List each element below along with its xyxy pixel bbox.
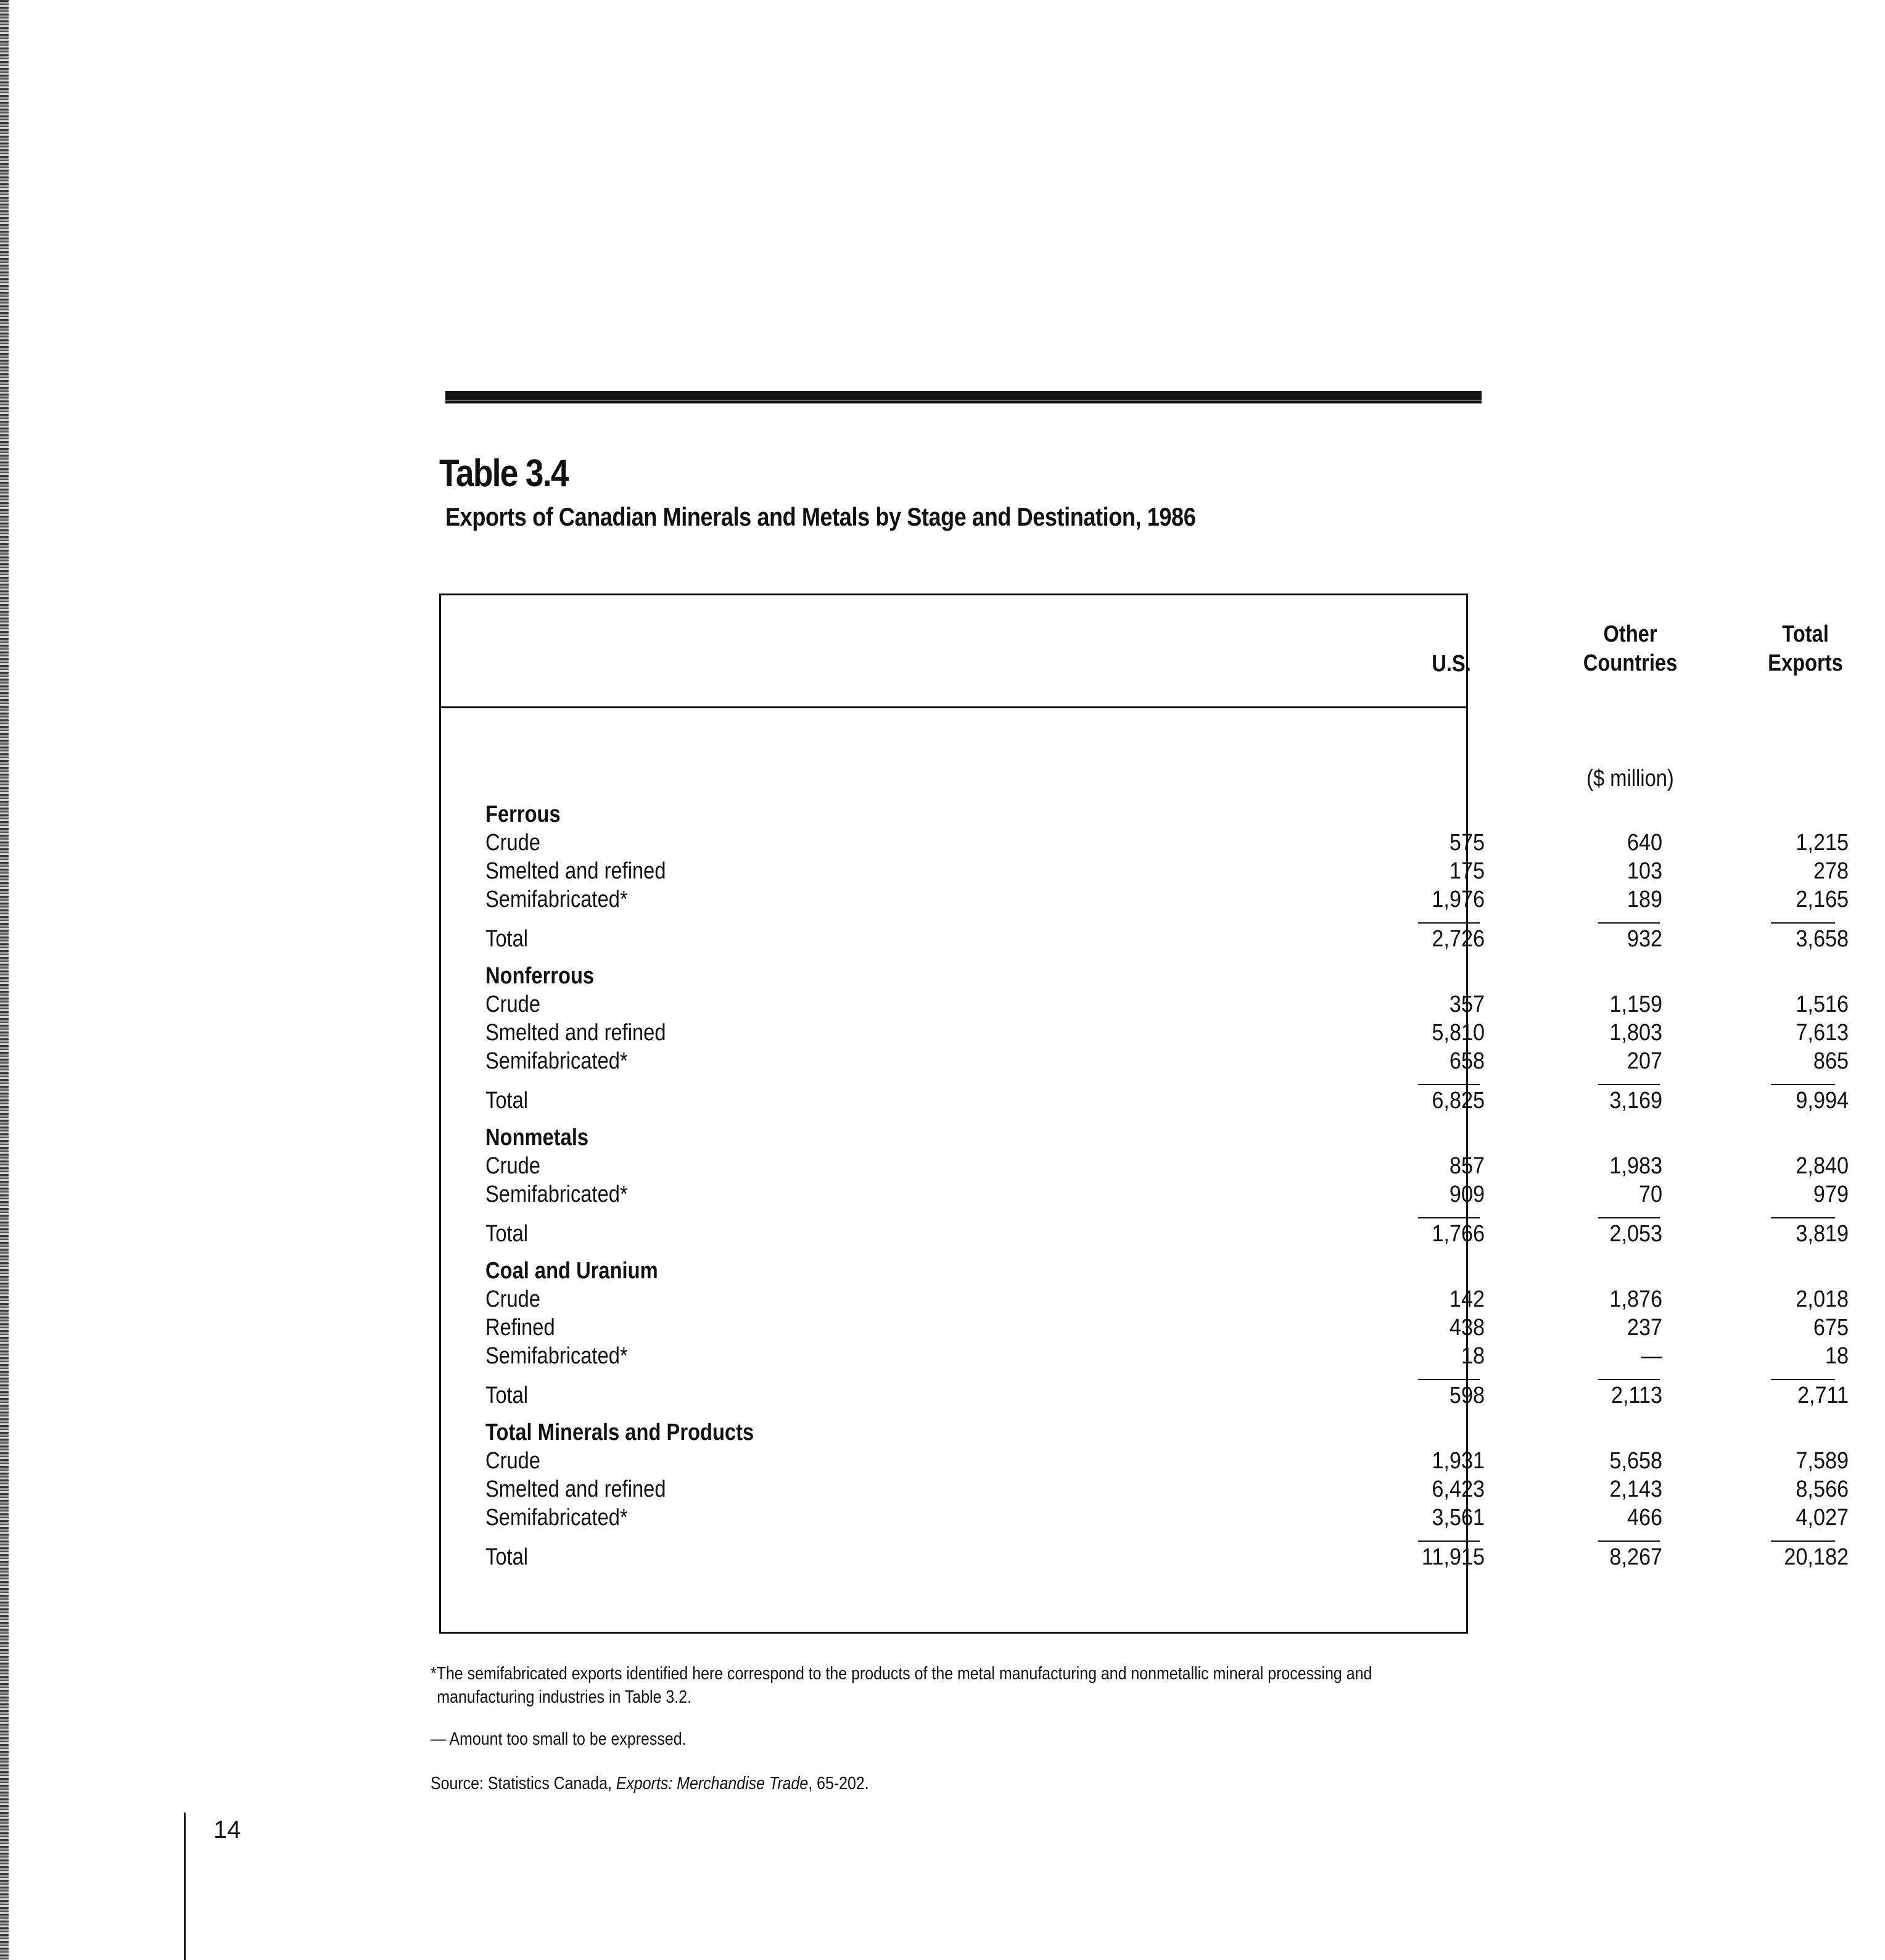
cell-total: 1,516 <box>1796 991 1849 1017</box>
row-label: Crude <box>485 830 541 856</box>
subtotal-rule <box>1598 922 1660 924</box>
cell-other: 1,983 <box>1609 1153 1662 1179</box>
source-prefix: Source: Statistics Canada, <box>431 1774 616 1793</box>
cell-other: 2,143 <box>1609 1476 1662 1502</box>
cell-us: 1,976 <box>1432 887 1485 912</box>
cell-other: 2,113 <box>1611 1383 1662 1408</box>
group-title: Coal and Uranium <box>485 1258 658 1284</box>
page-margin-rule <box>184 1813 186 1960</box>
cell-other: 189 <box>1627 887 1662 912</box>
cell-other: 1,803 <box>1609 1020 1662 1046</box>
column-header-other-line1: Other <box>1603 621 1657 647</box>
footnote-line2: manufacturing industries in Table 3.2. <box>437 1687 691 1707</box>
cell-other: 3,169 <box>1609 1088 1662 1114</box>
footnote-line1: *The semifabricated exports identified here correspond to the products of the metal manufacturing and nonmetallic mineral processing and <box>431 1664 1372 1684</box>
subtotal-rule <box>1771 1217 1835 1218</box>
row-label: Semifabricated* <box>485 1343 628 1369</box>
cell-us: 1,931 <box>1432 1448 1485 1474</box>
table-row <box>441 1448 1849 1476</box>
cell-total: 4,027 <box>1796 1505 1849 1531</box>
cell-other: 237 <box>1627 1315 1662 1341</box>
cell-total: 3,819 <box>1796 1221 1849 1247</box>
subtotal-rule <box>1418 922 1480 924</box>
group-title: Nonmetals <box>485 1125 589 1151</box>
footnote-semifabricated <box>431 1662 1372 1709</box>
subtotal-rule <box>1598 1217 1660 1218</box>
cell-other: 466 <box>1627 1505 1662 1531</box>
column-header-us-label: U.S. <box>1432 651 1471 677</box>
cell-total: 979 <box>1813 1181 1849 1207</box>
table-row <box>441 1020 1849 1048</box>
subtotal-rule <box>1771 1379 1835 1380</box>
table-row <box>441 1181 1849 1210</box>
subtotal-rule <box>1598 1084 1660 1085</box>
row-label: Total <box>485 1383 529 1408</box>
row-label: Crude <box>485 1448 541 1474</box>
subtotal-rule <box>1598 1540 1660 1542</box>
cell-us: 575 <box>1449 830 1485 856</box>
cell-us: 175 <box>1449 858 1485 884</box>
row-label: Crude <box>485 991 541 1017</box>
row-label: Semifabricated* <box>485 1505 628 1531</box>
column-header-total-line1: Total <box>1782 621 1829 647</box>
cell-total: 278 <box>1813 858 1849 884</box>
cell-us: 142 <box>1449 1286 1485 1312</box>
table-caption: Exports of Canadian Minerals and Metals by Stage and Destination, 1986 <box>445 502 1196 531</box>
table-row <box>441 1048 1849 1077</box>
table-row <box>441 1315 1849 1343</box>
cell-total: 8,566 <box>1796 1476 1849 1502</box>
row-label: Total <box>485 1088 529 1114</box>
subtotal-rule <box>1771 922 1835 924</box>
cell-other: 2,053 <box>1609 1221 1662 1247</box>
row-label: Smelted and refined <box>485 1476 666 1502</box>
cell-total: 2,165 <box>1796 887 1849 912</box>
total-row <box>441 926 1849 954</box>
cell-total: 675 <box>1813 1315 1849 1341</box>
row-label: Crude <box>485 1153 541 1179</box>
page-number: 14 <box>213 1816 241 1843</box>
subtotal-rule <box>1598 1379 1660 1380</box>
column-header-total-exports <box>1726 620 1885 678</box>
unit-label: ($ million) <box>1586 766 1674 792</box>
subtotal-rule <box>1771 1540 1835 1542</box>
group-heading-coal-uranium <box>441 1258 1466 1286</box>
cell-total: 2,018 <box>1796 1286 1849 1312</box>
column-header-other-countries <box>1551 620 1710 678</box>
section-rule-underline <box>445 400 1482 401</box>
group-heading-nonmetals <box>441 1125 1466 1153</box>
cell-us: 2,726 <box>1432 926 1485 952</box>
column-header-other-line2: Countries <box>1583 650 1678 676</box>
cell-total: 9,994 <box>1796 1088 1849 1114</box>
cell-total: 20,182 <box>1784 1544 1849 1570</box>
subtotal-rule <box>1418 1540 1480 1542</box>
source-title: Exports: Merchandise Trade <box>616 1774 809 1793</box>
cell-total: 18 <box>1825 1343 1849 1369</box>
group-title: Ferrous <box>485 801 561 827</box>
row-label: Smelted and refined <box>485 1020 666 1046</box>
group-heading-nonferrous <box>441 963 1466 991</box>
row-label: Crude <box>485 1286 541 1312</box>
table-row <box>441 887 1849 915</box>
table-row <box>441 830 1849 858</box>
source-suffix: , 65-202. <box>808 1774 869 1793</box>
cell-other: 207 <box>1627 1048 1662 1074</box>
group-heading-total-minerals <box>441 1420 1466 1448</box>
group-heading-ferrous <box>441 801 1466 830</box>
cell-other: 5,658 <box>1609 1448 1662 1474</box>
table-row <box>441 991 1849 1020</box>
cell-us: 598 <box>1449 1383 1485 1408</box>
cell-us: 6,423 <box>1432 1476 1485 1502</box>
cell-other: 640 <box>1627 830 1662 856</box>
group-title: Nonferrous <box>485 963 595 989</box>
row-label: Total <box>485 1221 529 1247</box>
table-row <box>441 1343 1849 1371</box>
cell-us: 438 <box>1449 1315 1485 1341</box>
subtotal-rule <box>1418 1379 1480 1380</box>
row-label: Semifabricated* <box>485 1048 628 1074</box>
row-label: Smelted and refined <box>485 858 666 884</box>
table-row <box>441 1505 1849 1533</box>
cell-us: 3,561 <box>1432 1505 1485 1531</box>
cell-total: 7,589 <box>1796 1448 1849 1474</box>
cell-us: 357 <box>1449 991 1485 1017</box>
cell-us: 909 <box>1449 1181 1485 1207</box>
scanned-page-edge <box>0 0 9 1960</box>
header-rule <box>441 706 1466 708</box>
row-label: Total <box>485 1544 529 1570</box>
subtotal-rule <box>1418 1084 1480 1085</box>
cell-total: 1,215 <box>1796 830 1849 856</box>
cell-us: 857 <box>1449 1153 1485 1179</box>
cell-total: 7,613 <box>1796 1020 1849 1046</box>
cell-other: — <box>1641 1343 1662 1369</box>
column-header-us <box>1372 650 1531 679</box>
cell-us: 658 <box>1449 1048 1485 1074</box>
row-label: Semifabricated* <box>485 887 628 912</box>
cell-total: 2,711 <box>1797 1383 1849 1408</box>
table-number: Table 3.4 <box>439 452 568 495</box>
cell-other: 1,159 <box>1609 991 1662 1017</box>
section-rule <box>445 391 1482 403</box>
row-label: Total <box>485 926 529 952</box>
cell-us: 11,915 <box>1421 1544 1485 1570</box>
total-row <box>441 1221 1849 1249</box>
cell-other: 70 <box>1638 1181 1662 1207</box>
row-label: Refined <box>485 1315 555 1341</box>
cell-total: 2,840 <box>1796 1153 1849 1179</box>
row-label: Semifabricated* <box>485 1181 628 1207</box>
cell-other: 103 <box>1627 858 1662 884</box>
cell-us: 18 <box>1461 1343 1485 1369</box>
cell-us: 1,766 <box>1432 1221 1485 1247</box>
table-frame <box>439 593 1849 1634</box>
table-row <box>441 1286 1849 1315</box>
footnote-dash: — Amount too small to be expressed. <box>431 1729 687 1749</box>
cell-total: 865 <box>1813 1048 1849 1074</box>
cell-us: 5,810 <box>1432 1020 1485 1046</box>
table-row <box>441 858 1849 887</box>
subtotal-rule <box>1771 1084 1835 1085</box>
subtotal-rule <box>1418 1217 1480 1218</box>
cell-other: 8,267 <box>1609 1544 1662 1570</box>
table-row <box>441 1476 1849 1505</box>
cell-other: 1,876 <box>1609 1286 1662 1312</box>
total-row <box>441 1544 1849 1573</box>
source-note <box>431 1772 869 1795</box>
column-header-total-line2: Exports <box>1768 650 1843 676</box>
cell-total: 3,658 <box>1796 926 1849 952</box>
cell-other: 932 <box>1627 926 1662 952</box>
group-title: Total Minerals and Products <box>485 1420 754 1445</box>
table-row <box>441 1153 1849 1181</box>
total-row <box>441 1383 1849 1411</box>
total-row <box>441 1088 1849 1116</box>
cell-us: 6,825 <box>1432 1088 1485 1114</box>
